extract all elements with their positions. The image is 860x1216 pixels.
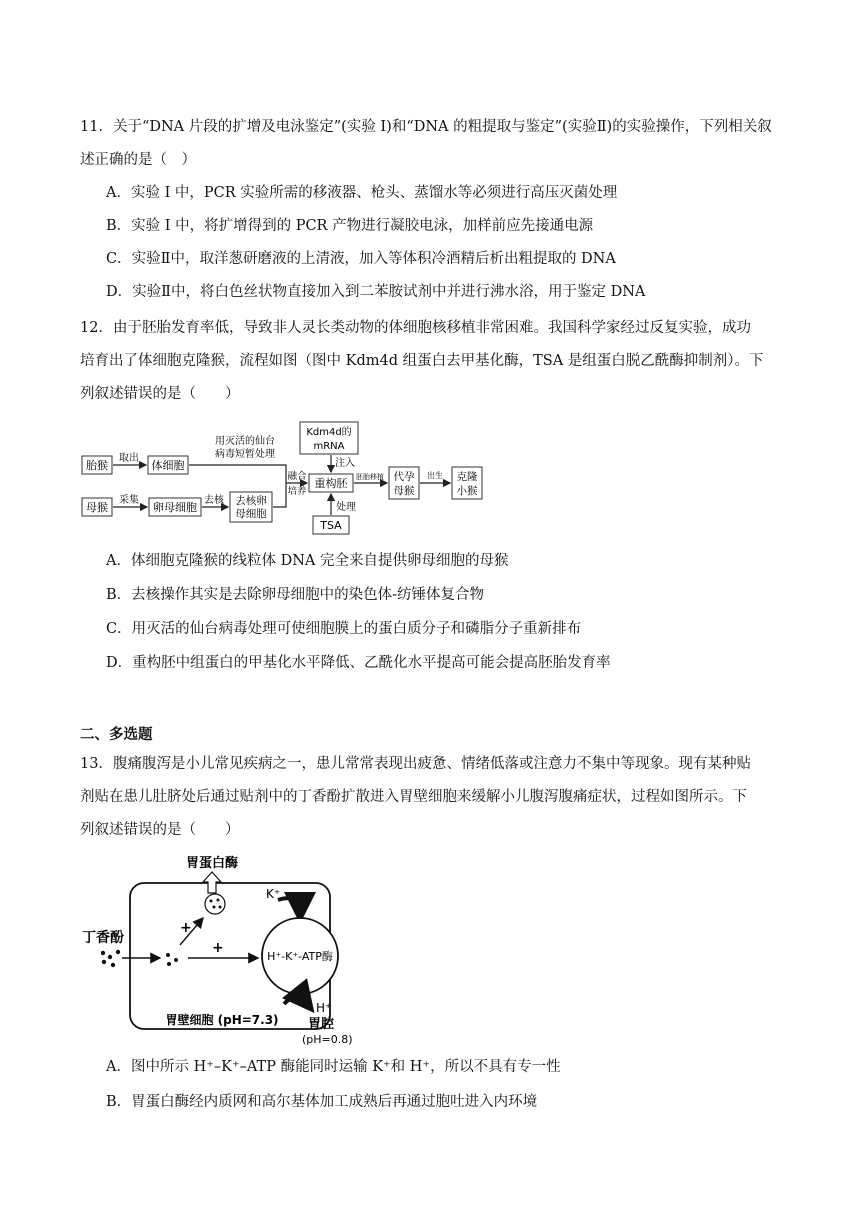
q13-option-b: B．胃蛋白酶经内质网和高尔基体加工成熟后再通过胞吐进入内环境 <box>106 1094 538 1110</box>
q13-stem-line2: 剂贴在患儿肚脐处后通过贴剂中的丁香酚扩散进入胃壁细胞来缓解小儿腹泻腹痛症状，过程如图所示。下 <box>80 789 747 805</box>
label-embryo-transfer: 胚胎移植 <box>356 473 384 481</box>
q12-stem-line2: 培育出了体细胞克隆猴，流程如图（图中 Kdm4d 组蛋白去甲基化酶，TSA 是组蛋白脱乙酰酶抑制剂）。下 <box>80 353 764 369</box>
pepsin-label: 胃蛋白酶 <box>185 856 239 871</box>
atpase-label: H⁺-K⁺-ATP酶 <box>267 950 333 963</box>
section-title: 二、多选题 <box>80 726 153 743</box>
q13-stem-line3: 列叙述错误的是（ ） <box>80 822 240 838</box>
q11-option-b: B．实验 I 中，将扩增得到的 PCR 产物进行凝胶电泳，加样前应先接通电源 <box>106 218 594 234</box>
q11-option-c: C．实验Ⅱ中，取洋葱研磨液的上清液，加入等体积冷酒精后析出粗提取的 DNA <box>106 251 616 267</box>
box-fetal-monkey-label: 胎猴 <box>86 459 108 472</box>
secretion-hollow-arrow <box>203 872 221 893</box>
lumen-ph-label: (pH=0.8) <box>302 1033 353 1046</box>
box-surrogate-label-1: 代孕 <box>393 471 415 483</box>
q11-option-a: A．实验 I 中，PCR 实验所需的移液器、枪头、蒸馏水等必须进行高压灭菌处理 <box>106 185 618 201</box>
box-surrogate-label-2: 母猴 <box>393 485 415 497</box>
h-ion-label: H⁺ <box>316 1001 332 1015</box>
label-inject: 注入 <box>335 458 355 469</box>
label-collect: 采集 <box>119 495 139 506</box>
label-birth: 出生 <box>427 471 443 480</box>
box-tsa-label: TSA <box>320 519 342 532</box>
box-clone-label-2: 小猴 <box>456 485 478 497</box>
label-treat: 处理 <box>336 502 356 513</box>
cell-label: 胃壁细胞 (pH=7.3) <box>165 1013 279 1027</box>
q12-option-b: B．去核操作其实是去除卵母细胞中的染色体-纺锤体复合物 <box>106 587 485 603</box>
box-reconstructed-embryo-label: 重构胚 <box>314 477 348 490</box>
q12-stem-line3: 列叙述错误的是（ ） <box>80 386 240 402</box>
label-enucleate: 去核 <box>204 495 224 506</box>
box-mother-monkey-label: 母猴 <box>86 501 108 514</box>
box-enucleated-oocyte-label-2: 母细胞 <box>235 508 267 520</box>
q13-option-a: A．图中所示 H⁺–K⁺–ATP 酶能同时运输 K⁺和 H⁺，所以不具有专一性 <box>106 1059 561 1075</box>
label-take-out: 取出 <box>119 453 139 464</box>
lumen-label: 胃腔 <box>308 1017 335 1032</box>
k-ion-arrow <box>278 898 300 920</box>
plus-sign-1: + <box>180 920 192 936</box>
q12-option-c: C．用灭活的仙台病毒处理可使细胞膜上的蛋白质分子和磷脂分子重新排布 <box>106 621 582 637</box>
label-sendai-1: 用灭活的仙台 <box>215 436 275 447</box>
box-somatic-cell-label: 体细胞 <box>151 459 185 472</box>
q11-option-d: D．实验Ⅱ中，将白色丝状物直接加入到二苯胺试剂中并进行沸水浴，用于鉴定 DNA <box>106 284 646 300</box>
vesicle <box>205 894 225 914</box>
q12-stem-line1: 12．由于胚胎发育率低，导致非人灵长类动物的体细胞核移植非常困难。我国科学家经过反复实验，成功 <box>80 320 751 336</box>
q12-option-d: D．重构胚中组蛋白的甲基化水平降低、乙酰化水平提高可能会提高胚胎发育率 <box>106 655 611 671</box>
label-fusion: 融合 <box>287 471 307 482</box>
box-enucleated-oocyte-label-1: 去核卵 <box>235 495 267 507</box>
plus-sign-2: + <box>212 940 224 956</box>
box-kdm4d-label-2: mRNA <box>313 441 345 452</box>
q11-stem-line2: 述正确的是（ ） <box>80 152 196 168</box>
q11-stem-line1: 11．关于“DNA 片段的扩增及电泳鉴定”(实验 I)和“DNA 的粗提取与鉴定”(实验Ⅱ)的实验操作，下列相关叙 <box>80 119 772 135</box>
eugenol-label: 丁香酚 <box>82 930 124 946</box>
h-ion-arrow <box>284 998 312 1010</box>
k-ion-label: K⁺ <box>266 887 281 901</box>
label-sendai-2: 病毒短暂处理 <box>215 449 275 460</box>
label-culture: 培养 <box>287 486 307 497</box>
q13-stem-line1: 13．腹痛腹泻是小儿常见疾病之一，患儿常常表现出疲惫、情绪低落或注意力不集中等现象。现有某种贴 <box>80 756 751 772</box>
box-kdm4d-label-1: Kdm4d的 <box>306 427 352 438</box>
q12-option-a: A．体细胞克隆猴的线粒体 DNA 完全来自提供卵母细胞的母猴 <box>106 553 509 569</box>
box-oocyte-label: 卵母细胞 <box>153 501 197 514</box>
box-clone-label-1: 克隆 <box>456 471 478 483</box>
